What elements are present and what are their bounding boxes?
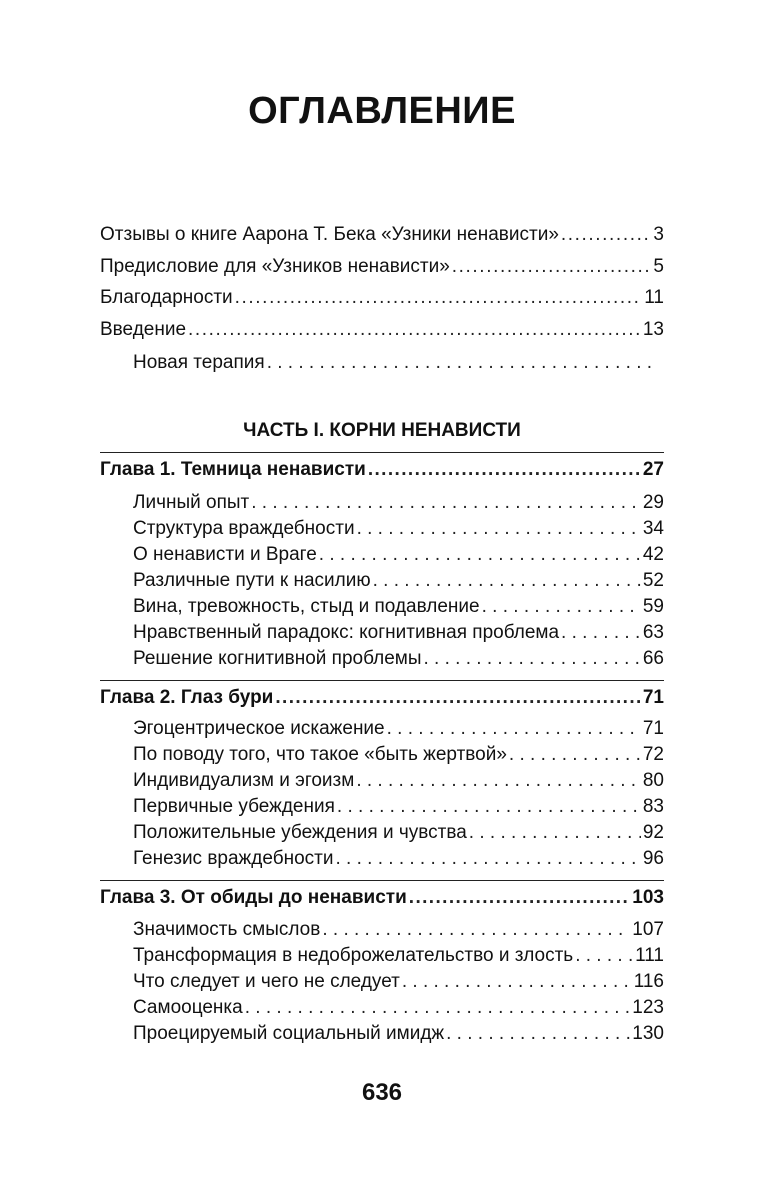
toc-entry-page: 3 [653, 224, 664, 245]
section-page: 66 [642, 648, 664, 669]
toc-section [133, 917, 664, 943]
dot-leader [561, 620, 641, 646]
section-label: Генезис враждебности [133, 848, 334, 869]
toc-section [133, 646, 664, 672]
section-page: 107 [632, 919, 664, 940]
chapter-page: 71 [642, 687, 664, 708]
dot-leader [368, 457, 641, 483]
toc-section [133, 594, 664, 620]
section-label: Структура враждебности [133, 518, 355, 539]
toc-section [133, 794, 664, 820]
section-page: 111 [635, 945, 664, 966]
toc-section [133, 716, 664, 742]
toc-chapter-1 [100, 457, 664, 483]
section-page: 116 [633, 971, 664, 992]
dot-leader [409, 885, 631, 911]
chapter-label: Глава 3. От обиды до ненависти [100, 887, 407, 908]
toc-entry-label: Предисловие для «Узников ненависти» [100, 256, 450, 277]
toc-entry-new-therapy [133, 350, 664, 376]
section-page: 92 [642, 822, 664, 843]
toc-section [133, 620, 664, 646]
toc-entry-label: Введение [100, 319, 187, 340]
dot-leader [561, 222, 652, 248]
dot-leader [423, 646, 640, 672]
dot-leader [575, 943, 633, 969]
chapter-label: Глава 1. Темница ненависти [100, 459, 366, 480]
dot-leader [402, 969, 632, 995]
dot-leader [469, 820, 641, 846]
chapter-page: 27 [642, 459, 664, 480]
section-page: 63 [642, 622, 664, 643]
section-label: Личный опыт [133, 492, 250, 513]
dot-leader [509, 742, 641, 768]
section-page: 130 [632, 1023, 664, 1044]
section-page: 96 [642, 848, 664, 869]
toc-section [133, 516, 664, 542]
toc-chapter-2 [100, 685, 664, 711]
toc-entry-acknowledgements [100, 285, 664, 311]
divider [100, 880, 664, 881]
toc-section [133, 995, 664, 1021]
toc-section [133, 542, 664, 568]
toc-section [133, 768, 664, 794]
dot-leader [322, 917, 630, 943]
divider [100, 680, 664, 681]
toc-section [133, 820, 664, 846]
divider [100, 452, 664, 453]
toc-entry-page: 11 [644, 287, 664, 308]
section-label: О ненависти и Враге [133, 544, 317, 565]
section-label: Положительные убеждения и чувства [133, 822, 467, 843]
section-page: 59 [642, 596, 664, 617]
toc-entry-label: Благодарности [100, 287, 233, 308]
dot-leader [335, 846, 640, 872]
section-label: Значимость смыслов [133, 919, 321, 940]
dot-leader [188, 317, 641, 343]
dot-leader [267, 350, 654, 376]
section-label: Первичные убеждения [133, 796, 335, 817]
section-label: Нравственный парадокс: когнитивная проблема [133, 622, 560, 643]
part-heading: ЧАСТЬ I. КОРНИ НЕНАВИСТИ [243, 420, 521, 441]
toc-entry-introduction [100, 317, 664, 343]
toc-entry-page: 5 [653, 256, 664, 277]
dot-leader [387, 716, 641, 742]
dot-leader [482, 594, 641, 620]
dot-leader [452, 254, 652, 280]
chapter-page: 103 [632, 887, 664, 908]
dot-leader [235, 285, 643, 311]
toc-entry-page: 13 [642, 319, 664, 340]
section-label: Индивидуализм и эгоизм [133, 770, 355, 791]
section-page: 123 [632, 997, 664, 1018]
toc-chapter-3 [100, 885, 664, 911]
dot-leader [245, 995, 631, 1021]
section-label: Проецируемый социальный имидж [133, 1023, 445, 1044]
section-label: Самооценка [133, 997, 243, 1018]
section-label: Решение когнитивной проблемы [133, 648, 422, 669]
toc-section [133, 742, 664, 768]
section-label: Эгоцентрическое искажение [133, 718, 385, 739]
dot-leader [373, 568, 641, 594]
toc-section [133, 969, 664, 995]
section-label: По поводу того, что такое «быть жертвой» [133, 744, 507, 765]
dot-leader [356, 768, 641, 794]
section-label: Трансформация в недоброжелательство и злость [133, 945, 574, 966]
toc-entry-preface [100, 254, 664, 280]
toc-section [133, 846, 664, 872]
section-page: 72 [642, 744, 664, 765]
toc-section [133, 568, 664, 594]
toc-entry-label: Отзывы о книге Аарона Т. Бека «Узники ненависти» [100, 224, 559, 245]
toc-section [133, 943, 664, 969]
section-page: 34 [642, 518, 664, 539]
section-label: Что следует и чего не следует [133, 971, 400, 992]
dot-leader [357, 516, 641, 542]
toc-section [133, 1021, 664, 1047]
dot-leader [319, 542, 641, 568]
dot-leader [251, 490, 641, 516]
section-label: Различные пути к насилию [133, 570, 371, 591]
dot-leader [446, 1021, 630, 1047]
section-page: 52 [642, 570, 664, 591]
section-page: 83 [642, 796, 664, 817]
toc-entry-reviews [100, 222, 664, 248]
section-page: 80 [642, 770, 664, 791]
toc-entry-label: Новая терапия [133, 352, 265, 373]
section-page: 29 [642, 492, 664, 513]
chapter-label: Глава 2. Глаз бури [100, 687, 274, 708]
page-title: ОГЛАВЛЕНИЕ [248, 90, 516, 132]
section-label: Вина, тревожность, стыд и подавление [133, 596, 480, 617]
section-page: 42 [642, 544, 664, 565]
page-number: 636 [361, 1079, 403, 1106]
dot-leader [337, 794, 641, 820]
section-page: 71 [642, 718, 664, 739]
toc-section [133, 490, 664, 516]
dot-leader [275, 685, 640, 711]
